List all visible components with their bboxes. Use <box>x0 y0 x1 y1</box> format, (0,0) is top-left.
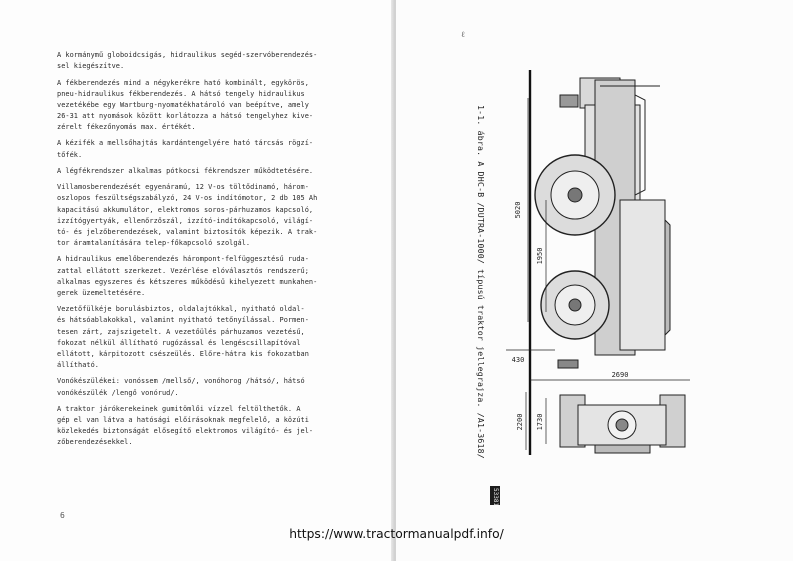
tractor-side-view <box>535 78 670 368</box>
dimension-5020: 5020 <box>514 201 522 219</box>
page-number: 6 <box>60 511 65 520</box>
paragraph-electrical: Villamosberendezését egyenáramú, 12 V-os töltődinamó, három- oszlopos feszültségszabályzó, 24 V-os indítómotor, 2 db 105 Ah kapacitású akkumulátor, elektromos soros-párhuzamos kapcsoló, izzítógyertyák, ellenőrzőszál, izzító-indítókapcsoló, világí- tó- és jelzőberendezések, valamint biztosítók képezik. A trak- tor áramtalanítására telep-főkapcsoló szolgál. <box>57 183 318 248</box>
tractor-front-view <box>560 395 685 453</box>
source-url[interactable]: https://www.tractormanualpdf.info/ <box>289 527 504 541</box>
figure-badge-label: 53381 <box>492 488 499 507</box>
dimension-2200: 2200 <box>516 413 524 431</box>
paragraph-cab: Vezetőfülkéje borulásbiztos, oldalajtókkal, nyitható oldal- és hátsóablakokkal, valamint nyitható tetőnyílással. Pormen- tesen zárt, zajszigetelt. A vezetőülés párhuzamos vezetésű, fokozat nélkül állítható rugózással és lengéscsillapítóval ellátott, kárpitozott csészeülés. Előre-hátra kis fokozatban állítható. <box>57 305 309 370</box>
tractor-drawing <box>500 60 785 515</box>
figure-caption-wrapper <box>474 105 488 505</box>
left-page <box>0 0 393 561</box>
paragraph-tyres: A traktor járókerekeinek gumitömlői vízzel feltölthetők. A gép el van látva a hatósági előírásoknak megfelelő, a közúti közlekedés biztonságát elősegítő elektromos világító- és jel- zőberendezésekkel. <box>57 404 314 447</box>
paragraph-towing: Vonókészülékei: vonóssem /mellső/, vonóhorog /hátsó/, hátsó vonókészülék /lengő vonórud/. <box>57 377 305 397</box>
figure-badge <box>490 486 500 505</box>
paragraph-handbrake: A kézifék a mellsőhajtás kardántengelyére ható tárcsás rögzí- tőfék. <box>57 139 314 159</box>
dimension-430: 430 <box>511 356 525 364</box>
paragraph-steering: A kormánymű globoidcsigás, hidraulikus segéd-szervóberendezés- sel kiegészítve. <box>57 51 318 71</box>
corner-mark: ℓ <box>461 30 465 39</box>
paragraph-hydraulics: A hidraulikus emelőberendezés hárompont-felfüggesztésű ruda- zattal ellátott szerkezet. Vezérlése elóválasztós rendszerű; alkalmas egyszeres és kétszeres működésű kihelyezett munkahen- gerek üzemeltetésére. <box>57 255 318 297</box>
dimension-1730: 1730 <box>536 413 544 431</box>
spec-text-block <box>57 50 372 454</box>
dimension-1950: 1950 <box>536 247 544 265</box>
dimension-2690: 2690 <box>611 371 629 379</box>
paragraph-airbrake: A légfékrendszer alkalmas pótkocsi fékrendszer működtetésére. <box>57 166 314 175</box>
figure-caption: 1-1. ábra. A DHC-B /DUTRA-1000/ típusú traktor jellegrajza. /A1-3618/ <box>476 105 486 459</box>
paragraph-brakes: A fékberendezés mind a négykerékre ható kombinált, egykörös, pneu-hidraulikus fékberendezés. A hátsó tengely hidraulikus vezetékébe egy Wartburg-nyomatékhatároló van beépítve, amely 26-31 att nyomások között korlátozza a hátsó tengelyhez kive- zérelt fékezőnyomás max. értékét. <box>57 78 314 132</box>
